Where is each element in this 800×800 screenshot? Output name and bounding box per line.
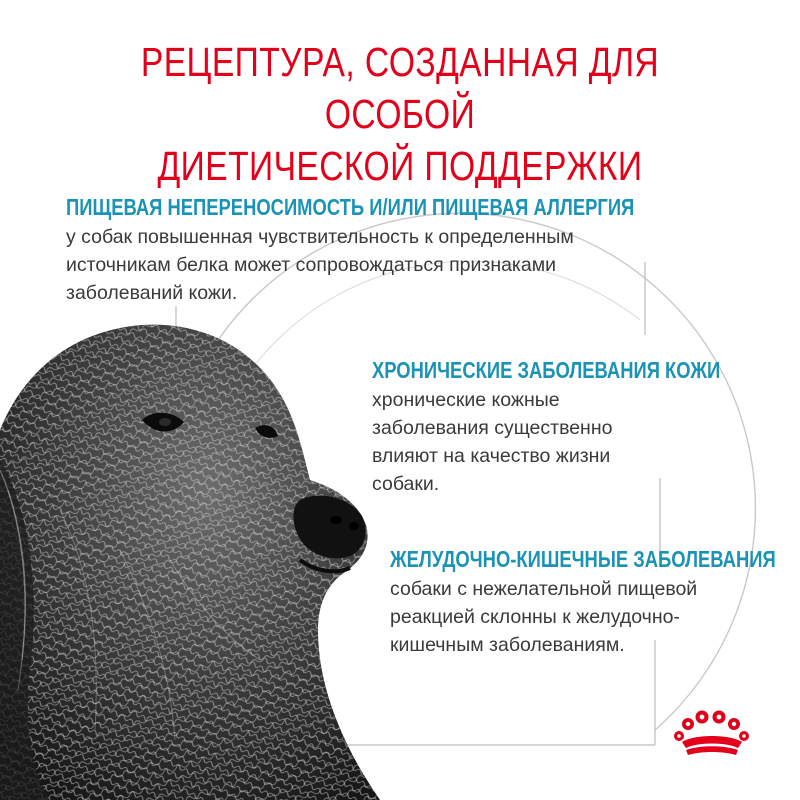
block-body-line: заболевания существенно <box>372 417 613 439</box>
block-body-line: влияют на качество жизни <box>372 445 611 467</box>
block-title: ПИЩЕВАЯ НЕПЕРЕНОСИМОСТЬ И/ИЛИ ПИЩЕВАЯ АЛЛЕРГИЯ <box>66 194 635 220</box>
info-block-chronic-skin <box>372 356 800 498</box>
headline-line-2: ДИЕТИЧЕСКОЙ ПОДДЕРЖКИ <box>157 143 643 189</box>
block-body-line: заболеваний кожи. <box>66 282 238 304</box>
info-block-gastrointestinal <box>390 545 800 659</box>
block-body-line: реакцией склонны к желудочно- <box>390 606 680 628</box>
block-body <box>66 223 776 307</box>
block-title: ХРОНИЧЕСКИЕ ЗАБОЛЕВАНИЯ КОЖИ <box>372 357 721 383</box>
block-body-line: источникам белка может сопровождаться признаками <box>66 254 557 276</box>
block-body-line: у собак повышенная чувствительность к определенным <box>66 226 574 248</box>
block-body-line: хронические кожные <box>372 389 560 411</box>
crown-logo-icon <box>672 708 752 764</box>
dog-portrait-image <box>0 310 380 800</box>
headline-line-1: РЕЦЕПТУРА, СОЗДАННАЯ ДЛЯ ОСОБОЙ <box>140 39 660 137</box>
block-body <box>390 575 800 659</box>
block-title: ЖЕЛУДОЧНО-КИШЕЧНЫЕ ЗАБОЛЕВАНИЯ <box>390 546 776 572</box>
block-body-line: собаки. <box>372 473 440 495</box>
block-body-line: собаки с нежелательной пищевой <box>390 578 698 600</box>
block-body <box>372 386 800 498</box>
info-block-food-intolerance <box>66 193 776 307</box>
block-body-line: кишечным заболеваниям. <box>390 634 625 656</box>
headline <box>72 36 728 192</box>
